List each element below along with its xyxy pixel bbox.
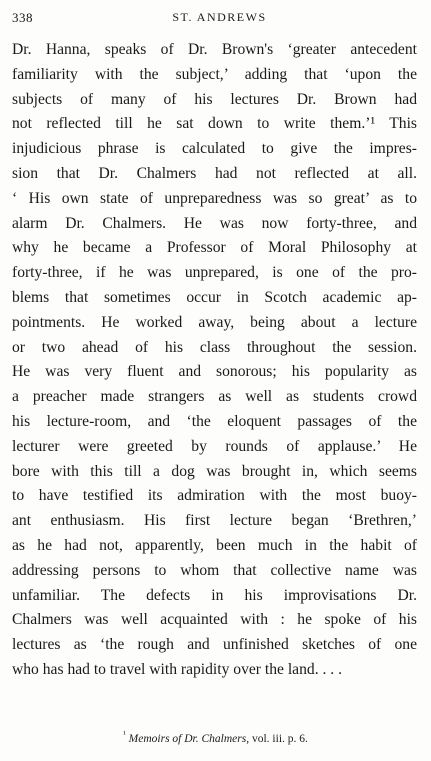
text-line: sion that Dr. Chalmers had not reflected at all.	[12, 164, 417, 182]
text-line: bore with this till a dog was brought in, which seems	[12, 462, 417, 480]
footnote-reference: vol. iii. p. 6.	[249, 733, 308, 745]
text-line: forty-three, if he was unprepared, is one of the pro-	[12, 264, 417, 282]
text-line: alarm Dr. Chalmers. He was now forty-three, and	[12, 214, 417, 232]
text-line: subjects of many of his lectures Dr. Brown had	[12, 90, 417, 108]
text-line: to have testified its admiration with the most buoy-	[12, 487, 417, 505]
text-line: familiarity with the subject,’ adding that ‘upon the	[12, 65, 417, 83]
text-line: ant enthusiasm. His first lecture began ‘Brethren,’	[12, 512, 417, 530]
text-line: or two ahead of his class throughout the session.	[12, 338, 417, 356]
text-line: his lecture-room, and ‘the eloquent passages of the	[12, 412, 417, 430]
body-text	[12, 38, 417, 683]
text-line: He was very fluent and sonorous; his popularity as	[12, 363, 417, 381]
text-line: unfamiliar. The defects in his improvisations Dr.	[12, 586, 417, 604]
text-line: blems that sometimes occur in Scotch academic ap-	[12, 288, 417, 306]
footnote	[0, 729, 431, 745]
text-line: as he had not, apparently, been much in the habit of	[12, 536, 417, 554]
text-line: lectures as ‘the rough and unfinished sketches of one	[12, 636, 417, 654]
text-line: not reflected till he sat down to write them.’¹ This	[12, 115, 417, 133]
text-line: pointments. He worked away, being about a lecture	[12, 313, 417, 331]
footnote-marker: ¹	[123, 729, 126, 740]
text-line: ‘ His own state of unpreparedness was so great’ as to	[12, 189, 417, 207]
text-line: who has had to travel with rapidity over the land. . . .	[12, 660, 342, 678]
footnote-title: Memoirs of Dr. Chalmers,	[128, 733, 250, 745]
text-line: Dr. Hanna, speaks of Dr. Brown's ‘greater antecedent	[12, 41, 417, 58]
text-line: why he became a Professor of Moral Philosophy at	[12, 239, 417, 257]
page-header	[12, 8, 417, 28]
text-line: Chalmers was well acquainted with : he spoke of his	[12, 611, 417, 629]
running-head: ST. ANDREWS	[172, 10, 267, 24]
text-line: addressing persons to whom that collective name was	[12, 561, 417, 579]
text-line: a preacher made strangers as well as students crowd	[12, 388, 417, 406]
text-line: lecturer were greeted by rounds of applause.’ He	[12, 437, 417, 455]
page-number: 338	[12, 10, 33, 25]
text-line: injudicious phrase is calculated to give the impres-	[12, 140, 417, 158]
